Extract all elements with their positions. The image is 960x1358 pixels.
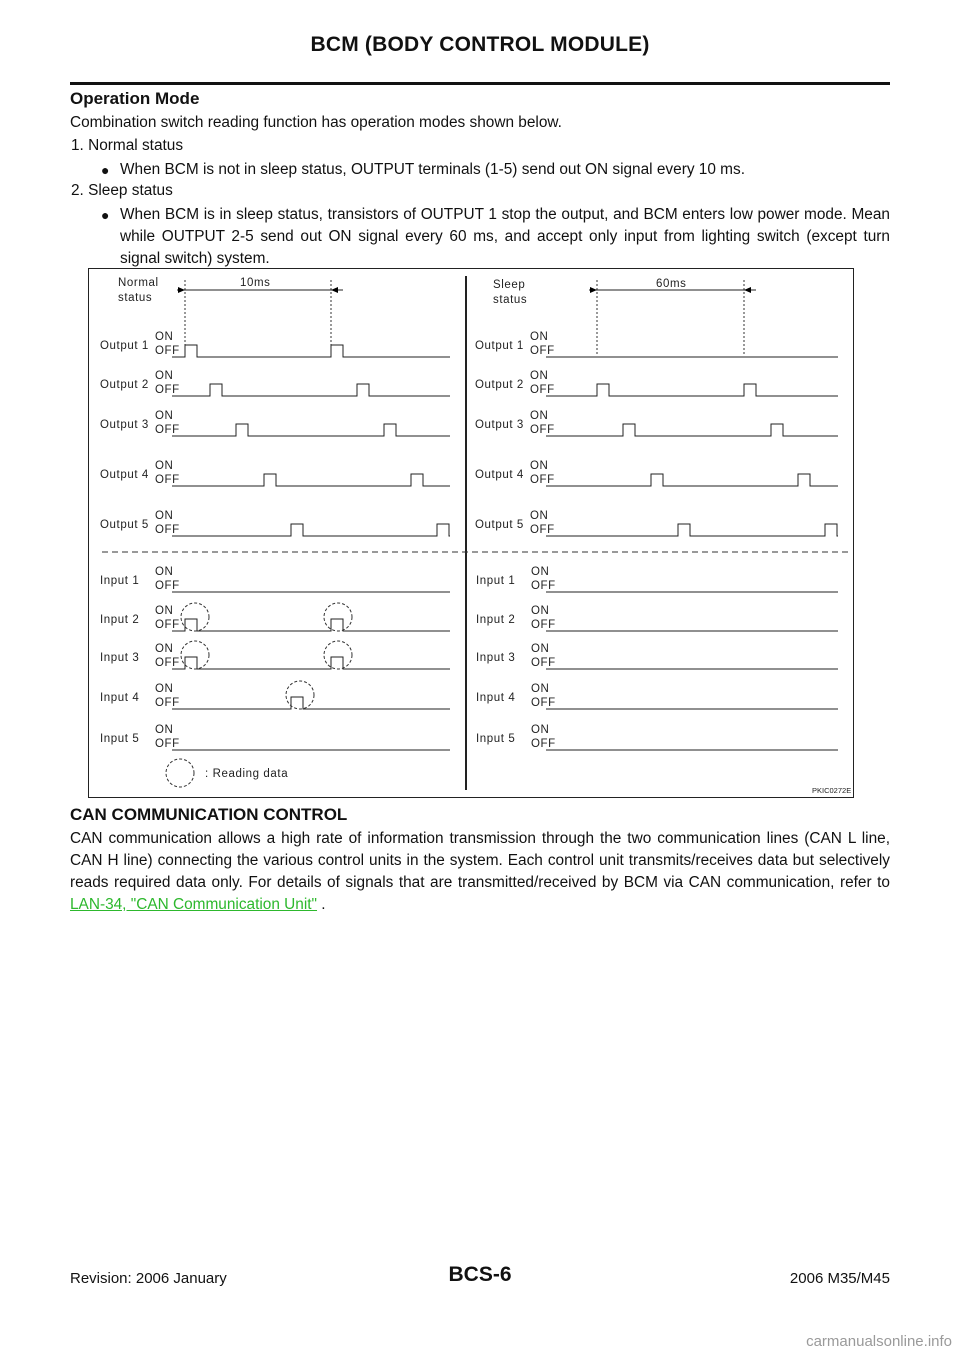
operation-mode-intro: Combination switch reading function has operation modes shown below. <box>70 114 562 131</box>
right-output-4-on-label: ON <box>530 460 549 472</box>
bullet-dot-icon: ● <box>101 207 110 223</box>
left-output-1-off-label: OFF <box>155 345 180 357</box>
right-title-line2: status <box>493 294 528 306</box>
list-item-sleep-status: 2. Sleep status <box>71 182 173 199</box>
left-input-4-off-label: OFF <box>155 697 180 709</box>
right-output-2-wave <box>546 384 838 396</box>
list-item-normal-status: 1. Normal status <box>71 137 184 154</box>
timing-diagram <box>88 268 854 798</box>
right-input-3-label: Input 3 <box>476 652 516 664</box>
reading-data-marks <box>181 603 352 709</box>
left-output-1-label: Output 1 <box>100 340 149 352</box>
right-output-2-off-label: OFF <box>530 384 555 396</box>
watermark: carmanualsonline.info <box>806 1333 952 1350</box>
left-output-2-label: Output 2 <box>100 379 149 391</box>
left-input-4-label: Input 4 <box>100 692 140 704</box>
right-output-5-off-label: OFF <box>530 524 555 536</box>
bullet-sleep-status <box>101 204 890 270</box>
left-input-3-wave <box>172 657 450 669</box>
bullet-dot-icon: ● <box>101 162 110 178</box>
reading-data-circle-5 <box>286 681 314 709</box>
right-output-2-label: Output 2 <box>475 379 524 391</box>
bullet-normal-status-text: When BCM is not in sleep status, OUTPUT terminals (1-5) send out ON signal every 10 ms. <box>120 161 745 178</box>
right-output-3-label: Output 3 <box>475 419 524 431</box>
header-rule <box>70 82 890 85</box>
right-input-2-off-label: OFF <box>531 619 556 631</box>
footer-revision: Revision: 2006 January <box>70 1270 227 1287</box>
left-title-line2: status <box>118 292 153 304</box>
right-input-4-off-label: OFF <box>531 697 556 709</box>
footer-page-number: BCS-6 <box>448 1263 512 1286</box>
right-output-4-off-label: OFF <box>530 474 555 486</box>
right-input-3-off-label: OFF <box>531 657 556 669</box>
right-output-1-label: Output 1 <box>475 340 524 352</box>
figure-code: PKIC0272E <box>812 786 852 795</box>
left-interval-arrow-end <box>331 287 338 293</box>
left-input-3-label: Input 3 <box>100 652 140 664</box>
row-labels <box>100 331 556 750</box>
right-input-1-label: Input 1 <box>476 575 516 587</box>
right-output-3-wave <box>546 424 838 436</box>
left-output-2-wave <box>172 384 450 396</box>
bullet-sleep-status-text: When BCM is in sleep status, transistors of OUTPUT 1 stop the output, and BCM enters low power mode. Mean while OUTPUT 2-5 send out ON signal every 60 ms, and accept only input from lighting switch (except turn signal switch) system. <box>120 206 890 267</box>
can-text-end: . <box>317 896 326 913</box>
left-output-3-on-label: ON <box>155 410 174 422</box>
right-output-3-on-label: ON <box>530 410 549 422</box>
left-input-5-off-label: OFF <box>155 738 180 750</box>
right-output-5-label: Output 5 <box>475 519 524 531</box>
right-output-4-label: Output 4 <box>475 469 524 481</box>
can-heading: CAN COMMUNICATION CONTROL <box>70 805 348 824</box>
can-unit-link[interactable]: LAN-34, "CAN Communication Unit" <box>70 896 318 913</box>
left-output-2-off-label: OFF <box>155 384 180 396</box>
right-input-3-on-label: ON <box>531 643 550 655</box>
legend-label: : Reading data <box>205 768 289 780</box>
left-output-5-label: Output 5 <box>100 519 149 531</box>
legend-circle-icon <box>166 759 194 787</box>
left-input-1-label: Input 1 <box>100 575 140 587</box>
left-output-4-on-label: ON <box>155 460 174 472</box>
right-interval-arrow-end <box>744 287 751 293</box>
right-input-2-on-label: ON <box>531 605 550 617</box>
left-interval-label: 10ms <box>240 277 271 289</box>
can-paragraph <box>70 828 890 916</box>
left-input-2-on-label: ON <box>155 605 174 617</box>
left-output-5-off-label: OFF <box>155 524 180 536</box>
left-input-1-off-label: OFF <box>155 580 180 592</box>
right-output-5-wave <box>546 524 838 536</box>
right-title-line1: Sleep <box>493 279 526 291</box>
page-header-title: BCM (BODY CONTROL MODULE) <box>310 33 650 56</box>
right-output-1-on-label: ON <box>530 331 549 343</box>
right-input-2-label: Input 2 <box>476 614 516 626</box>
left-interval-arrow-start <box>178 287 185 293</box>
operation-mode-heading: Operation Mode <box>70 89 200 108</box>
waveforms <box>172 345 838 750</box>
footer-model: 2006 M35/M45 <box>789 1270 890 1287</box>
left-input-3-off-label: OFF <box>155 657 180 669</box>
left-input-1-on-label: ON <box>155 566 174 578</box>
right-input-5-off-label: OFF <box>531 738 556 750</box>
left-title-line1: Normal <box>118 277 159 289</box>
right-output-2-on-label: ON <box>530 370 549 382</box>
right-output-1-off-label: OFF <box>530 345 555 357</box>
left-output-3-wave <box>172 424 450 436</box>
left-output-1-wave <box>172 345 450 357</box>
right-input-5-label: Input 5 <box>476 733 516 745</box>
can-text: CAN communication allows a high rate of information transmission through the two communication lines (CAN L line, CAN H line) connecting the various control units in the system. Each control unit transmits/receives data but selectively reads required data only. For details of signals that are transmitted/received by BCM via CAN communication, refer to <box>70 830 890 891</box>
left-input-2-wave <box>172 619 450 631</box>
right-input-4-on-label: ON <box>531 683 550 695</box>
left-input-5-on-label: ON <box>155 724 174 736</box>
timing-diagram-figure <box>88 268 854 798</box>
reading-data-circle-3 <box>181 641 209 669</box>
left-output-5-wave <box>172 524 450 536</box>
left-output-3-label: Output 3 <box>100 419 149 431</box>
left-input-2-off-label: OFF <box>155 619 180 631</box>
left-output-1-on-label: ON <box>155 331 174 343</box>
left-input-2-label: Input 2 <box>100 614 140 626</box>
left-output-5-on-label: ON <box>155 510 174 522</box>
left-input-3-on-label: ON <box>155 643 174 655</box>
right-interval-label: 60ms <box>656 278 687 290</box>
right-output-3-off-label: OFF <box>530 424 555 436</box>
left-output-2-on-label: ON <box>155 370 174 382</box>
figure-frame <box>89 269 854 798</box>
right-interval-arrow-start <box>590 287 597 293</box>
left-output-4-off-label: OFF <box>155 474 180 486</box>
reading-data-circle-1 <box>181 603 209 631</box>
left-input-4-wave <box>172 697 450 709</box>
left-input-4-on-label: ON <box>155 683 174 695</box>
left-output-4-wave <box>172 474 450 486</box>
left-input-5-label: Input 5 <box>100 733 140 745</box>
right-input-1-off-label: OFF <box>531 580 556 592</box>
right-input-1-on-label: ON <box>531 566 550 578</box>
right-output-4-wave <box>546 474 838 486</box>
right-input-4-label: Input 4 <box>476 692 516 704</box>
bullet-normal-status <box>101 159 890 181</box>
right-input-5-on-label: ON <box>531 724 550 736</box>
left-output-4-label: Output 4 <box>100 469 149 481</box>
reading-data-circle-4 <box>324 641 352 669</box>
reading-data-circle-2 <box>324 603 352 631</box>
left-output-3-off-label: OFF <box>155 424 180 436</box>
right-output-5-on-label: ON <box>530 510 549 522</box>
